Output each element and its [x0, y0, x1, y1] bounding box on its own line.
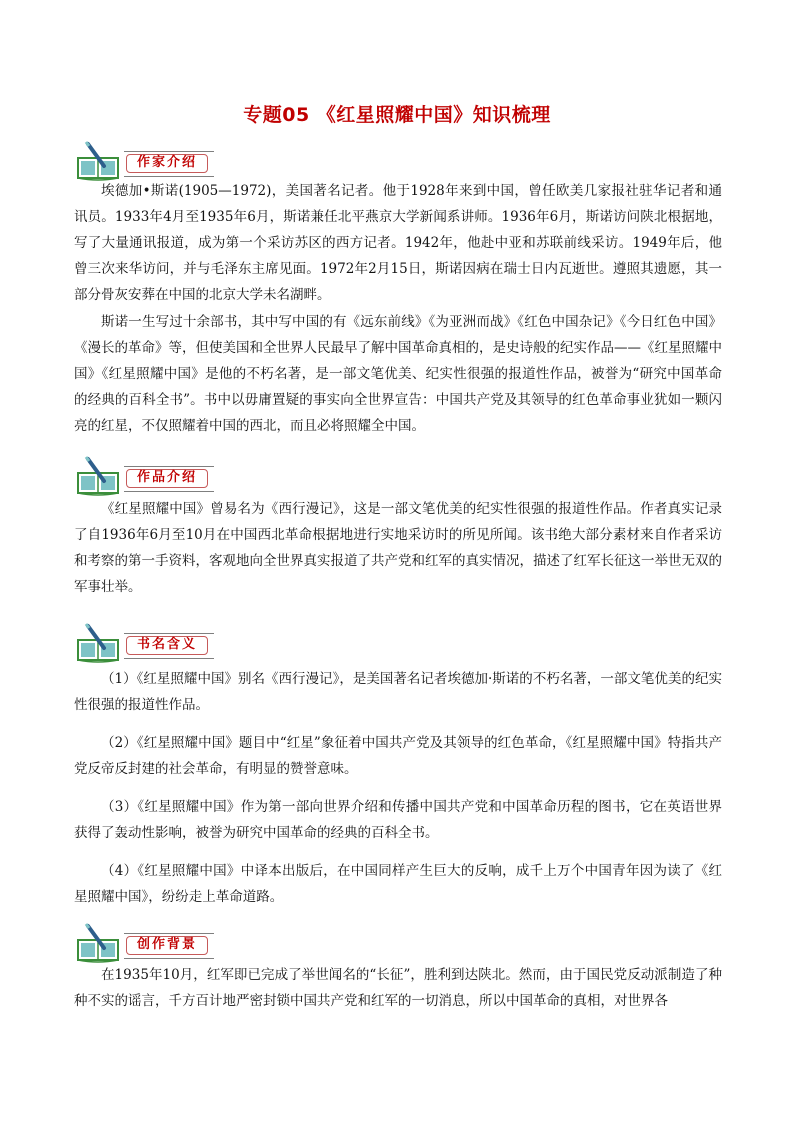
- section-label: 作品介绍: [126, 469, 208, 488]
- paragraph: （4）《红星照耀中国》中译本出版后，在中国同样产生巨大的反响，成千上万个中国青年因为读了《红星照耀中国》，纷纷走上革命道路。: [74, 863, 722, 905]
- section-banner: [124, 466, 214, 492]
- paragraph: （3）《红星照耀中国》作为第一部向世界介绍和传播中国共产党和中国革命历程的图书，它在英语世界获得了轰动性影响，被誉为研究中国革命的经典的百科全书。: [74, 799, 722, 841]
- document-title: 专题05 《红星照耀中国》知识梳理: [243, 104, 551, 126]
- section-banner: [124, 933, 214, 959]
- section-label: 创作背景: [126, 936, 208, 955]
- section-header-work: [74, 455, 224, 497]
- section-header-author: [74, 140, 224, 182]
- paragraph: 在1935年10月，红军即已完成了举世闻名的“长征”，胜利到达陕北。然而，由于国民党反动派制造了种种不实的谣言，千方百计地严密封锁中国共产党和红军的一切消息，所以中国革命的真相，对世界各: [74, 967, 722, 1009]
- paragraph: 埃德加•斯诺(1905—1972)，美国著名记者。他于1928年来到中国，曾任欧美几家报社驻华记者和通讯员。1933年4月至1935年6月，斯诺兼任北平燕京大学新闻系讲师。1936年6月，斯诺访问陕北根据地，写了大量通讯报道，成为第一个采访苏区的西方记者。1942年，他赴中亚和苏联前线采访。1949年后，他曾三次来华访问，并与毛泽东主席见面。1972年2月15日，斯诺因病在瑞士日内瓦逝世。遵照其遗愿，其一部分骨灰安葬在中国的北京大学未名湖畔。: [74, 183, 722, 303]
- section-label: 作家介绍: [126, 154, 208, 173]
- paragraph: （1）《红星照耀中国》别名《西行漫记》，是美国著名记者埃德加·斯诺的不朽名著，一部文笔优美的纪实性很强的报道性作品。: [74, 671, 722, 713]
- section-header-title-meaning: [74, 622, 224, 664]
- section-banner: [124, 633, 214, 659]
- book-pen-icon: [74, 922, 124, 964]
- section-header-background: [74, 922, 224, 964]
- section-banner: [124, 151, 214, 177]
- paragraph: （2）《红星照耀中国》题目中“红星”象征着中国共产党及其领导的红色革命，《红星照耀中国》特指共产党反帝反封建的社会革命，有明显的赞誉意味。: [74, 735, 722, 777]
- paragraph: 斯诺一生写过十余部书，其中写中国的有《远东前线》《为亚洲而战》《红色中国杂记》《今日红色中国》《漫长的革命》等，但使美国和全世界人民最早了解中国革命真相的，是史诗般的纪实作品——《红星照耀中国》《红星照耀中国》是他的不朽名著，是一部文笔优美、纪实性很强的报道性作品，被誉为“研究中国革命的经典的百科全书”。书中以毋庸置疑的事实向全世界宣告：中国共产党及其领导的红色革命事业犹如一颗闪亮的红星，不仅照耀着中国的西北，而且必将照耀全中国。: [74, 314, 722, 434]
- book-pen-icon: [74, 140, 124, 182]
- section-label: 书名含义: [126, 636, 208, 655]
- paragraph: 《红星照耀中国》曾易名为《西行漫记》，这是一部文笔优美的纪实性很强的报道性作品。作者真实记录了自1936年6月至10月在中国西北革命根据地进行实地采访时的所见所闻。该书绝大部分素材来自作者采访和考察的第一手资料，客观地向全世界真实报道了共产党和红军的真实情况，描述了红军长征这一举世无双的军事壮举。: [74, 501, 722, 595]
- book-pen-icon: [74, 455, 124, 497]
- book-pen-icon: [74, 622, 124, 664]
